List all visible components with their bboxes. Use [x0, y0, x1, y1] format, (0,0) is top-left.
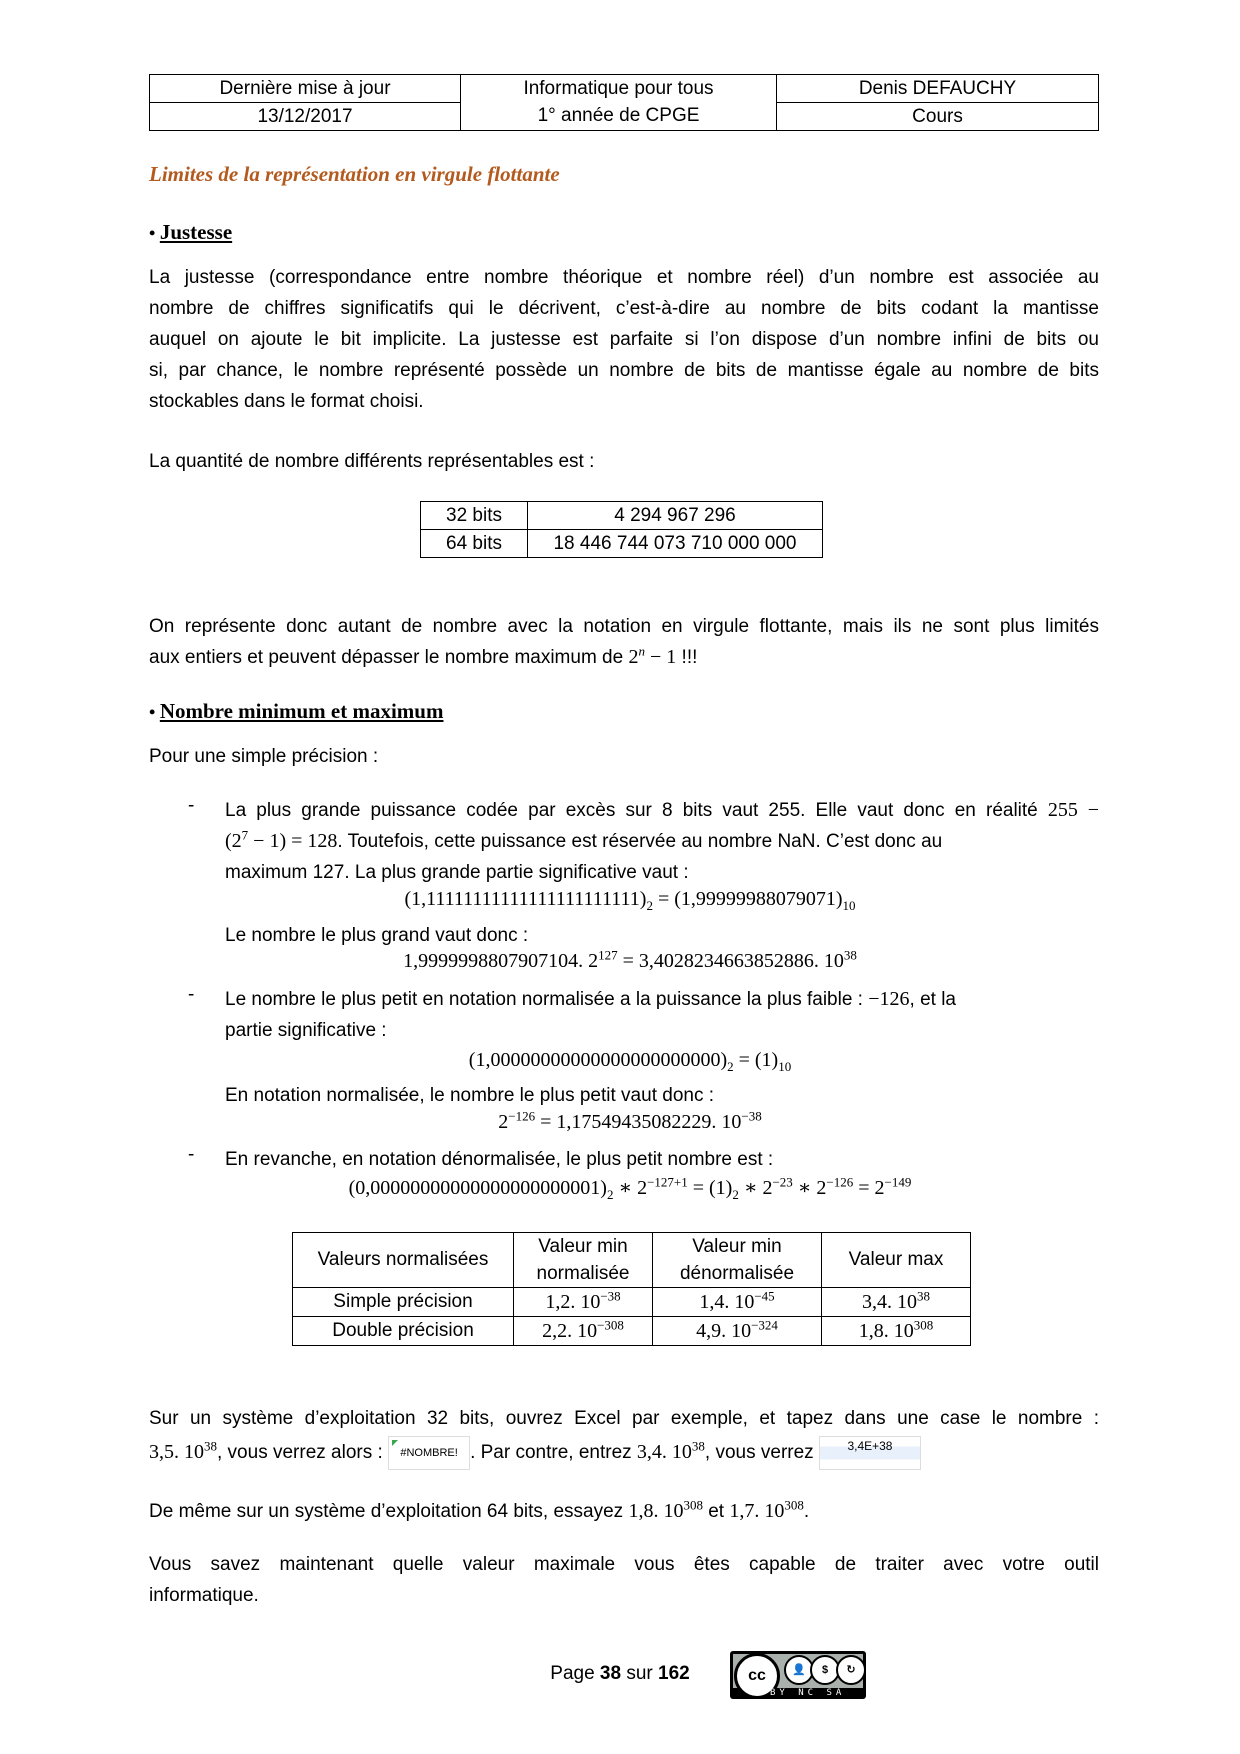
excel-line-1: Sur un système d’exploitation 32 bits, ouvrez Excel par exemple, et tapez dans une case le nombre : [149, 1408, 1099, 1429]
justesse-line-1: La justesse (correspondance entre nombre théorique et nombre réel) d’un nombre est associée au [149, 267, 1099, 288]
m [628, 1497, 703, 1522]
t: , vous verrez alors : [217, 1442, 389, 1463]
math-tail: − 1 [644, 646, 677, 668]
cc-icon: cc [734, 1653, 780, 1699]
updated-label: Dernière mise à jour [150, 75, 461, 103]
cell [514, 1288, 653, 1317]
count-cell: 4 294 967 296 [528, 502, 823, 530]
eq-sub: 2 [727, 1059, 734, 1074]
v: 1,7. 10 [729, 1500, 785, 1522]
m: −126 [868, 988, 910, 1010]
e: 38 [691, 1438, 705, 1454]
col-header [514, 1233, 653, 1288]
justesse-heading [149, 220, 232, 245]
cell [514, 1317, 653, 1346]
license-label: BY NC SA [770, 1688, 846, 1698]
list-dash: - [188, 984, 195, 1005]
m [729, 1497, 804, 1522]
page-label: Page [550, 1663, 600, 1684]
course-level: 1° année de CPGE [537, 105, 700, 126]
e: 308 [683, 1497, 703, 1513]
eq-sub: 2 [732, 1187, 739, 1202]
v: 1,4. 10 [699, 1291, 755, 1313]
v: 1,8. 10 [858, 1320, 914, 1342]
h: Valeur min [538, 1236, 628, 1257]
m: − 1) = 128 [248, 830, 338, 852]
h: dénormalisée [679, 1263, 795, 1284]
eq-exp: 38 [843, 947, 857, 963]
eq: = 2 [853, 1177, 885, 1199]
section-title: Limites de la représentation en virgule flottante [149, 162, 560, 186]
v: 1,2. 10 [545, 1291, 601, 1313]
item2-text [225, 984, 1099, 1046]
cell [822, 1317, 971, 1346]
t: Le nombre le plus petit en notation normalisée a la puissance la plus faible : [225, 989, 869, 1010]
excel-value-cell [819, 1436, 921, 1470]
format-cell: 64 bits [421, 530, 528, 558]
t: , et la [909, 989, 956, 1010]
quantity-table [420, 501, 823, 558]
page-footer [0, 1663, 1240, 1685]
t: De même sur un système d’exploitation 64 bits, essayez [149, 1501, 629, 1522]
final-line-2: informatique. [149, 1585, 259, 1606]
eq: ∗ 2 [613, 1177, 648, 1199]
cell-text: 3,4E+38 [847, 1438, 893, 1453]
eq-sub: 2 [606, 1187, 614, 1202]
item2-line-2: partie significative : [225, 1020, 387, 1041]
bullet-icon: • [149, 702, 160, 722]
h: Valeur min [692, 1236, 782, 1257]
conclusion-paragraph [149, 611, 1099, 673]
row-label: Double précision [293, 1317, 514, 1346]
minmax-intro: Pour une simple précision : [149, 746, 379, 767]
course-title: Informatique pour tous [523, 78, 714, 99]
v: 3,4. 10 [636, 1441, 692, 1463]
table-row [293, 1317, 971, 1346]
e: 38 [917, 1288, 930, 1304]
item1-line-1 [225, 795, 1099, 826]
justesse-line-3: auquel on ajoute le bit implicite. La justesse est parfaite si l’on dispose d’un nombre infini de bits ou [149, 329, 1099, 350]
eq: = 3,4028234663852886. 10 [617, 950, 844, 972]
table-row [293, 1288, 971, 1317]
bullet-icon: • [149, 223, 160, 243]
final-line-1: Vous savez maintenant quelle valeur maximale vous êtes capable de traiter avec votre outil [149, 1554, 1099, 1575]
e: −324 [751, 1317, 778, 1333]
eq: (1,11111111111111111111111) [404, 888, 647, 910]
justesse-line-5: stockables dans le format choisi. [149, 391, 424, 412]
table-row [421, 530, 823, 558]
excel-line-3 [149, 1496, 809, 1527]
eq-exp: −23 [772, 1174, 793, 1190]
item1-equation-2 [0, 947, 1240, 973]
eq: = (1) [687, 1177, 733, 1199]
item1-equation-1 [0, 888, 1240, 911]
cell [653, 1317, 822, 1346]
conclusion-line-2 [149, 642, 1099, 673]
e: −45 [754, 1288, 775, 1304]
t: , vous verrez [704, 1442, 819, 1463]
error-indicator-icon [392, 1440, 398, 1446]
conclusion-line-1: On représente donc autant de nombre avec la notation en virgule flottante, mais ils ne sont plus limités [149, 616, 1099, 637]
updated-date: 13/12/2017 [150, 103, 461, 131]
list-dash: - [188, 795, 195, 816]
list-dash: - [188, 1144, 195, 1165]
justesse-line-2: nombre de chiffres significatifs qui le décrivent, c’est-à-dire au nombre de bits codant la mantisse [149, 298, 1099, 319]
table-row [421, 502, 823, 530]
format-cell: 32 bits [421, 502, 528, 530]
excel-line-2 [149, 1434, 1099, 1471]
doc-type: Cours [777, 103, 1099, 131]
v: 3,5. 10 [149, 1441, 204, 1463]
item2-equation-2 [0, 1108, 1240, 1134]
col-header: Valeur max [822, 1233, 971, 1288]
v: 4,9. 10 [696, 1320, 752, 1342]
eq-exp: −127+1 [647, 1174, 688, 1190]
limits-table [292, 1232, 971, 1346]
conclusion-end: !!! [676, 647, 698, 668]
cell [822, 1288, 971, 1317]
eq: = 1,17549435082229. 10 [535, 1111, 742, 1133]
cell-text: #NOMBRE! [400, 1446, 458, 1459]
eq: (0,00000000000000000000001) [348, 1177, 607, 1199]
t: . [803, 1501, 810, 1522]
eq: ∗ 2 [792, 1177, 827, 1199]
eq-exp: −126 [826, 1174, 854, 1190]
minmax-heading [149, 699, 443, 724]
item1-line-2 [225, 826, 1099, 857]
item2-equation-1 [0, 1049, 1240, 1072]
m [636, 1438, 705, 1463]
item1-line2-text: . Toutefois, cette puissance est réservée au nombre NaN. C’est donc au [337, 831, 943, 852]
eq: ∗ 2 [738, 1177, 773, 1199]
table-header-row [293, 1233, 971, 1288]
e: 308 [784, 1497, 804, 1513]
conclusion-math [628, 643, 677, 668]
of-label: sur [621, 1663, 659, 1684]
final-paragraph [149, 1549, 1099, 1611]
item1-text [225, 795, 1099, 888]
excel-paragraph [149, 1403, 1099, 1471]
m-exp: 7 [241, 827, 249, 843]
math-base: 2 [628, 646, 639, 668]
m: (2 [225, 830, 242, 852]
e: −308 [597, 1317, 624, 1333]
m [149, 1438, 217, 1463]
justesse-title: Justesse [159, 220, 233, 244]
by-icon: 👤 [784, 1655, 814, 1685]
page-total: 162 [658, 1663, 690, 1684]
h: normalisée [536, 1263, 630, 1284]
eq-sub: 10 [842, 898, 856, 913]
conclusion-text: aux entiers et peuvent dépasser le nombre maximum de [149, 647, 629, 668]
justesse-line-4: si, par chance, le nombre représenté possède un nombre de bits de mantisse égale au nombre de bits [149, 360, 1099, 381]
v: 2,2. 10 [542, 1320, 598, 1342]
eq-exp: −149 [884, 1174, 912, 1190]
eq-sub: 10 [778, 1059, 792, 1074]
eq: = (1,99999988079071) [652, 888, 843, 910]
minmax-title: Nombre minimum et maximum [159, 699, 444, 723]
t: . Par contre, entrez [470, 1442, 637, 1463]
col-header: Valeurs normalisées [293, 1233, 514, 1288]
v: 1,8. 10 [628, 1500, 684, 1522]
header-table [149, 74, 1099, 131]
course-cell [461, 75, 777, 131]
item1-line-4: Le nombre le plus grand vaut donc : [225, 925, 529, 946]
item3-line-1: En revanche, en notation dénormalisée, le plus petit nombre est : [225, 1149, 774, 1170]
eq: (1,00000000000000000000000) [468, 1049, 728, 1071]
item1-line-3: maximum 127. La plus grande partie significative vaut : [225, 862, 689, 883]
sa-icon: ↻ [836, 1655, 866, 1685]
e: 38 [204, 1438, 217, 1454]
eq-sub: 2 [646, 898, 653, 913]
item1-line2-math [225, 827, 338, 852]
nc-icon: $ [810, 1655, 840, 1685]
eq-exp: −126 [508, 1108, 536, 1124]
quantity-intro: La quantité de nombre différents représentables est : [149, 451, 595, 472]
e: 308 [913, 1317, 934, 1333]
item2-line-1 [225, 984, 1099, 1015]
count-cell: 18 446 744 073 710 000 000 [528, 530, 823, 558]
eq-exp: −38 [741, 1108, 762, 1124]
eq: 2 [498, 1111, 509, 1133]
author: Denis DEFAUCHY [777, 75, 1099, 103]
item1-line1-math: 255 − [1047, 799, 1100, 821]
cc-license-badge [730, 1651, 866, 1699]
justesse-paragraph [149, 262, 1099, 417]
t: et [702, 1501, 730, 1522]
item3-equation [0, 1175, 1240, 1200]
col-header [653, 1233, 822, 1288]
eq-exp: 127 [598, 947, 618, 963]
excel-error-cell [388, 1436, 470, 1470]
row-label: Simple précision [293, 1288, 514, 1317]
item2-line-3: En notation normalisée, le nombre le plus petit vaut donc : [225, 1085, 715, 1106]
item1-line1-text: La plus grande puissance codée par excès sur 8 bits vaut 255. Elle vaut donc en réalité [225, 800, 1048, 821]
v: 3,4. 10 [862, 1291, 917, 1313]
eq: = (1) [733, 1049, 779, 1071]
page-number: 38 [599, 1663, 622, 1684]
e: −38 [600, 1288, 621, 1304]
cell [653, 1288, 822, 1317]
math-exp: n [638, 643, 645, 659]
eq: 1,9999998807907104. 2 [403, 950, 599, 972]
